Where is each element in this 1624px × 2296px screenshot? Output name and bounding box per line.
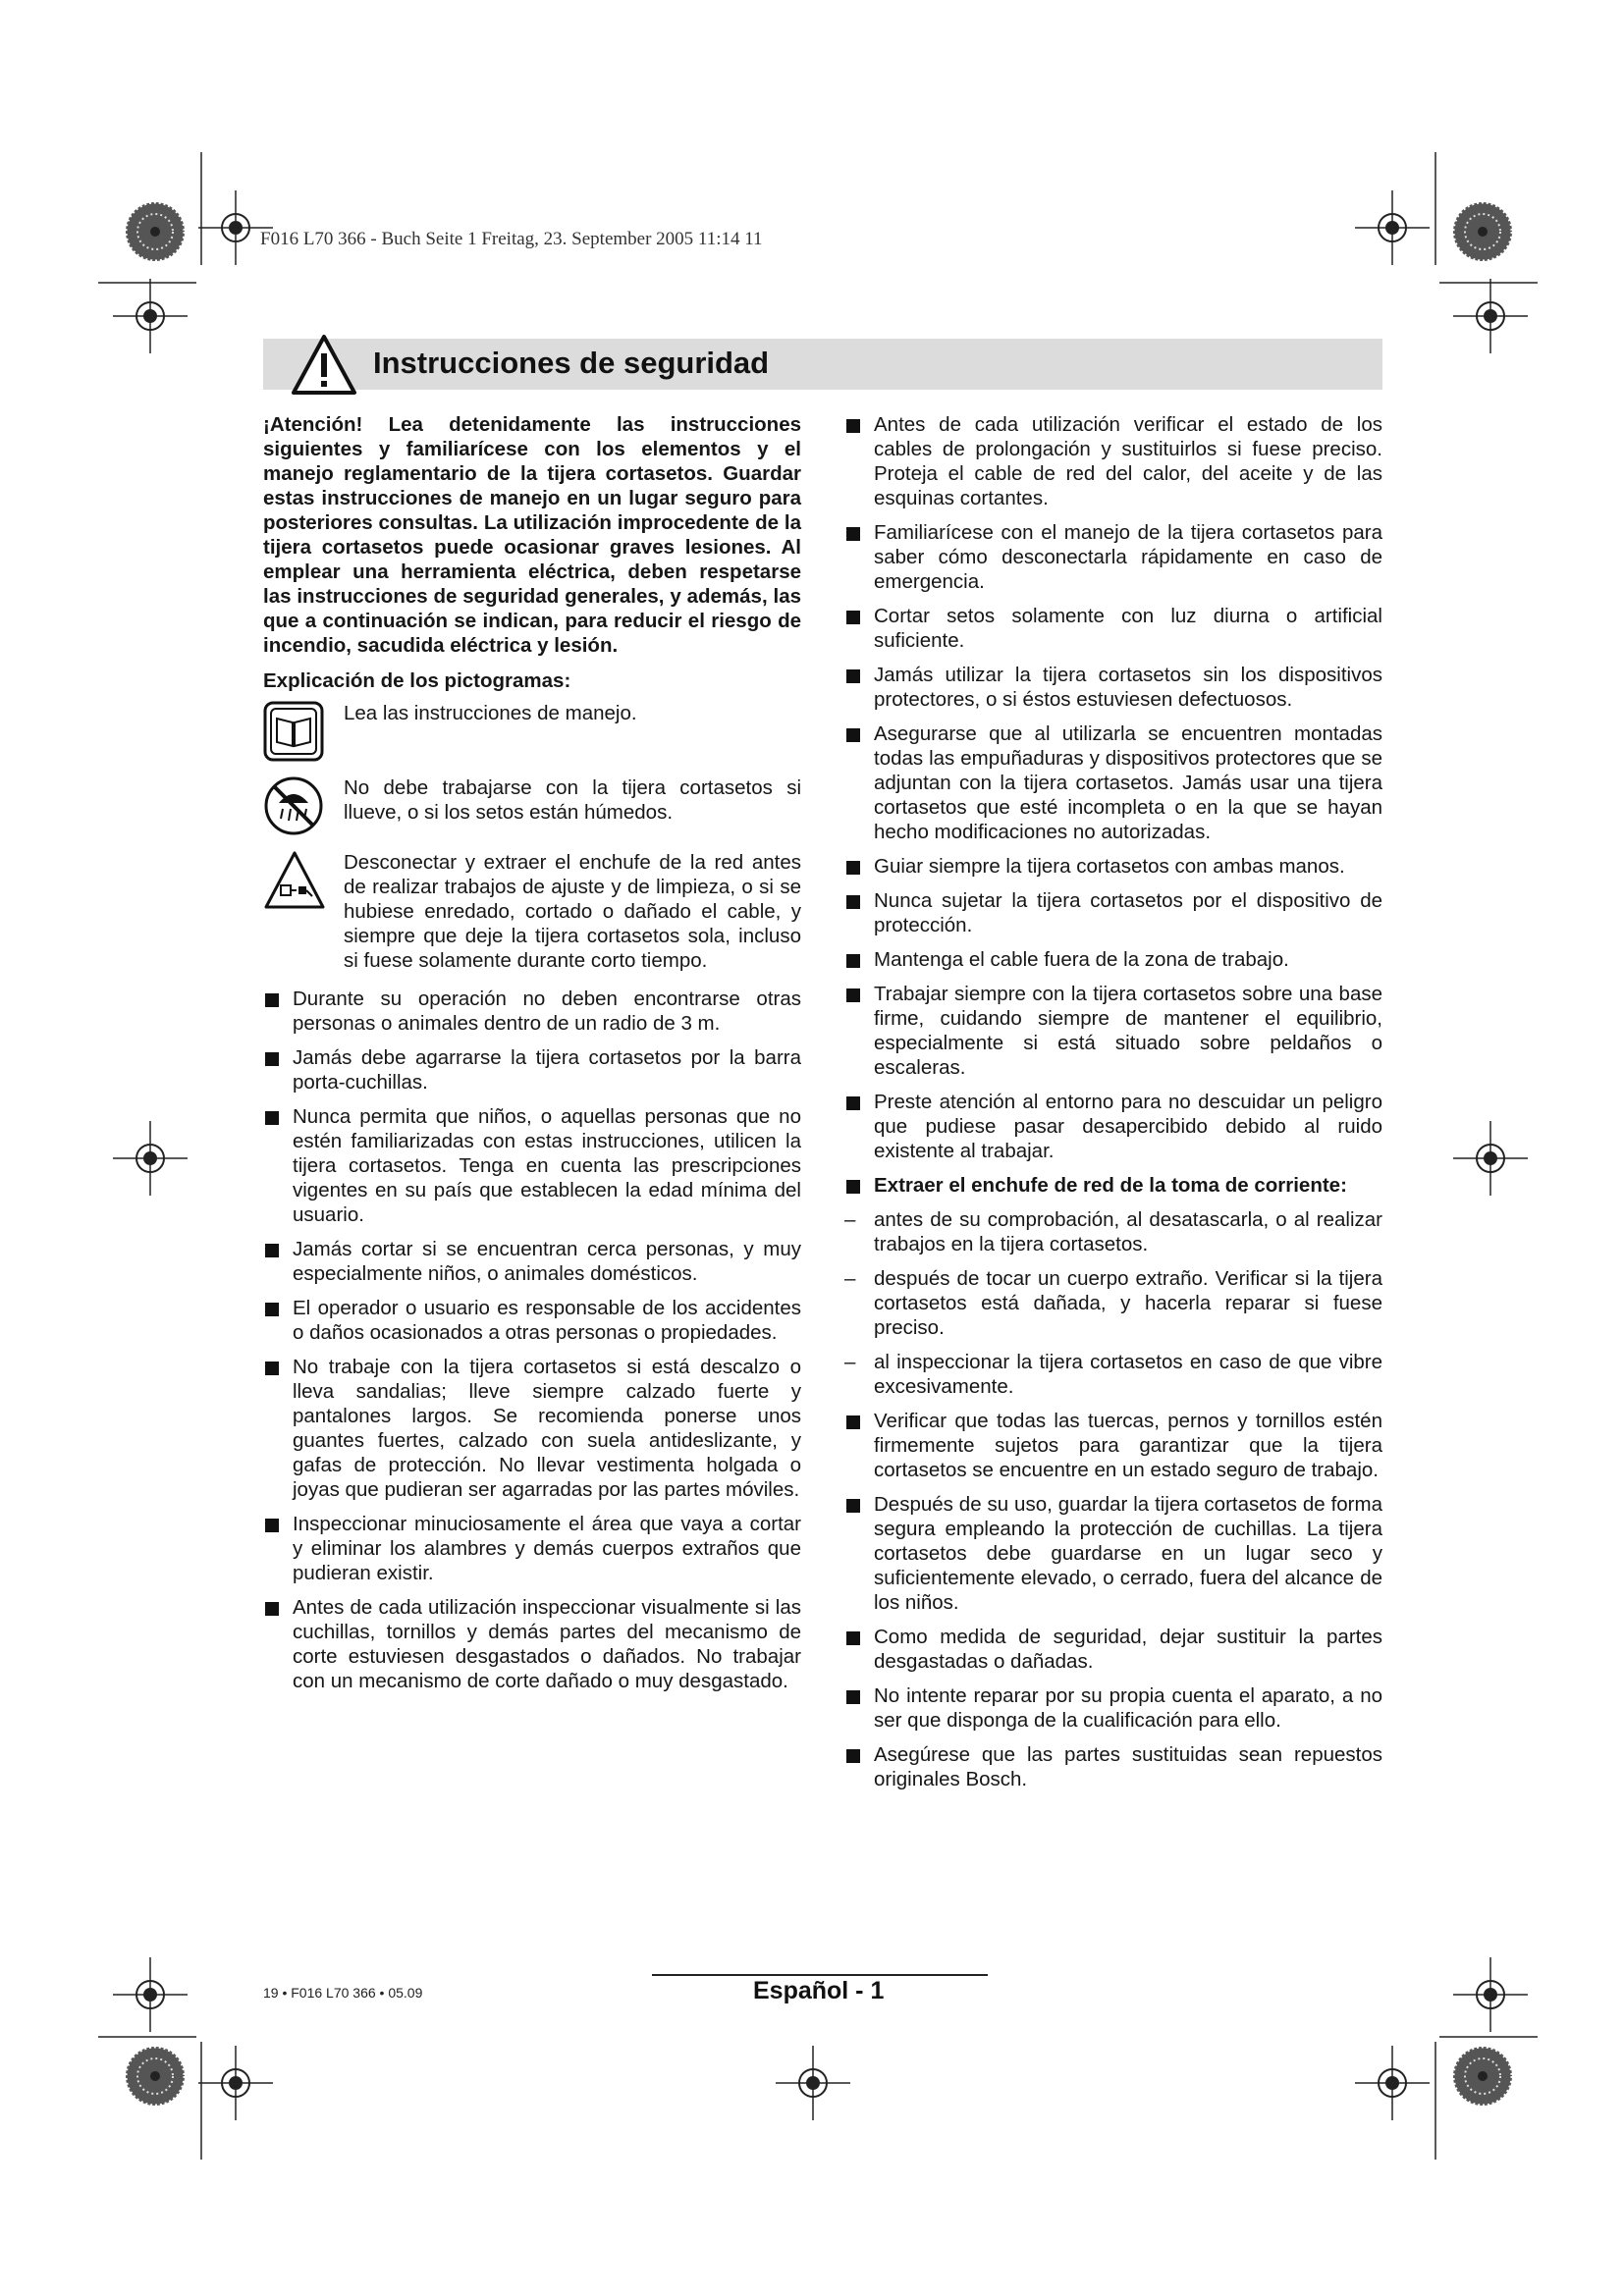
unplug-heading: Extraer el enchufe de red de la toma de corriente: bbox=[844, 1173, 1382, 1198]
pictogram-text: No debe trabajarse con la tijera cortasetos si llueve, o si los setos están húmedos. bbox=[344, 776, 801, 824]
starburst-bottom-left bbox=[126, 2047, 185, 2106]
crosshair-left-mid bbox=[113, 1121, 188, 1196]
list-item: Inspeccionar minuciosamente el área que vaya a cortar y eliminar los alambres y demás cuerpos extraños que pudieran existir. bbox=[263, 1512, 801, 1585]
list-item: Jamás utilizar la tijera cortasetos sin los dispositivos protectores, o si éstos estuviesen defectuosos. bbox=[844, 663, 1382, 712]
crosshair-right-bottom bbox=[1453, 1957, 1528, 2032]
list-item: Mantenga el cable fuera de la zona de trabajo. bbox=[844, 947, 1382, 972]
list-item: Verificar que todas las tuercas, pernos y tornillos estén firmemente sujetos para garantizar que la tijera cortasetos se encuentre en un estado seguro de trabajo. bbox=[844, 1409, 1382, 1482]
list-item: Jamás debe agarrarse la tijera cortasetos por la barra porta-cuchillas. bbox=[263, 1045, 801, 1095]
list-item: Jamás cortar si se encuentran cerca personas, y muy especialmente niños, o animales domésticos. bbox=[263, 1237, 801, 1286]
dash-item: – al inspeccionar la tijera cortasetos en caso de que vibre excesivamente. bbox=[844, 1351, 1382, 1398]
pictogram-text: Desconectar y extraer el enchufe de la red antes de realizar trabajos de ajuste y de limpieza, o si se hubiese enredado, cortado o dañado el cable, y siempre que deje la tijera cortasetos sola, incluso si fuese solamente durante corto tiempo. bbox=[344, 851, 801, 972]
warning-triangle-icon bbox=[291, 334, 357, 397]
list-item: Asegurarse que al utilizarla se encuentren montadas todas las empuñaduras y dispositivos protectores que se adjuntan con la tijera cortasetos. Jamás usar una tijera cortasetos que esté incompleta o en la que se hayan hecho modificaciones no autorizadas. bbox=[844, 721, 1382, 844]
right-column bbox=[844, 412, 1382, 1801]
intro-warning: ¡Atención! Lea detenidamente las instrucciones siguientes y familiarícese con los elementos y el manejo reglamentario de la tijera cortasetos. Guardar estas instrucciones de manejo en un lugar seguro para posteriores consultas. La utilización improcedente de la tijera cortasetos puede ocasionar graves lesiones. Al emplear una herramienta eléctrica, deben respetarse las instrucciones de seguridad generales, y además, las que a continuación se indican, para reducir el riesgo de incendio, sacudida eléctrica y lesión. bbox=[263, 413, 801, 657]
print-info-line: F016 L70 366 - Buch Seite 1 Freitag, 23. September 2005 11:14 11 bbox=[260, 229, 763, 249]
page-label: Español - 1 bbox=[753, 1977, 885, 2004]
pictogram-no-rain bbox=[263, 775, 801, 836]
crosshair-bottom-2 bbox=[776, 2046, 850, 2120]
list-item: No intente reparar por su propia cuenta el aparato, a no ser que disponga de la cualificación para ello. bbox=[844, 1683, 1382, 1733]
crosshair-left-bottom bbox=[113, 1957, 188, 2032]
list-item: Trabajar siempre con la tijera cortasetos sobre una base firme, cuidando siempre de mantener el equilibrio, especialmente si está situado sobre peldaños o escaleras. bbox=[844, 982, 1382, 1080]
list-item: Preste atención al entorno para no descuidar un peligro que pudiese pasar desapercibido debido al ruido existente al trabajar. bbox=[844, 1090, 1382, 1163]
starburst-bottom-right bbox=[1453, 2047, 1512, 2106]
starburst-top-left bbox=[126, 202, 185, 261]
list-item: Nunca permita que niños, o aquellas personas que no estén familiarizadas con estas instrucciones, utilicen la tijera cortasetos. Tenga en cuenta las prescripciones vigentes en su país que establecen la edad mínima del usuario. bbox=[263, 1104, 801, 1227]
crosshair-bottom-3 bbox=[1355, 2046, 1430, 2120]
pictogram-unplug bbox=[263, 850, 801, 973]
book-icon bbox=[263, 701, 324, 762]
crosshair-top-1 bbox=[198, 190, 273, 265]
crosshair-right-top bbox=[1453, 279, 1528, 353]
footer-divider bbox=[652, 1974, 988, 1976]
crosshair-left-top bbox=[113, 279, 188, 353]
list-item: Durante su operación no deben encontrarse otras personas o animales dentro de un radio de 3 m. bbox=[263, 987, 801, 1036]
list-item: El operador o usuario es responsable de los accidentes o daños ocasionados a otras personas o propiedades. bbox=[263, 1296, 801, 1345]
list-item: Como medida de seguridad, dejar sustituir la partes desgastadas o dañadas. bbox=[844, 1625, 1382, 1674]
list-item: Cortar setos solamente con luz diurna o artificial suficiente. bbox=[844, 604, 1382, 653]
list-item: Familiarícese con el manejo de la tijera cortasetos para saber cómo desconectarla rápidamente en caso de emergencia. bbox=[844, 520, 1382, 594]
unplug-warning-icon bbox=[263, 850, 326, 911]
starburst-top-right bbox=[1453, 202, 1512, 261]
pictogram-read-manual bbox=[263, 701, 801, 762]
dash-item: – después de tocar un cuerpo extraño. Verificar si la tijera cortasetos está dañada, y hacerla reparar si fuese preciso. bbox=[844, 1267, 1382, 1339]
list-item: Antes de cada utilización verificar el estado de los cables de prolongación y sustituirlos si fuese preciso. Proteja el cable de red del calor, del aceite y de las esquinas cortantes. bbox=[844, 412, 1382, 510]
pictograms-heading: Explicación de los pictogramas: bbox=[263, 669, 571, 692]
list-item: Antes de cada utilización inspeccionar visualmente si las cuchillas, tornillos y demás partes del mecanismo de corte estuviesen desgastados o dañados. No trabajar con un mecanismo de corte dañado o muy desgastado. bbox=[263, 1595, 801, 1693]
list-item: Nunca sujetar la tijera cortasetos por el dispositivo de protección. bbox=[844, 888, 1382, 937]
list-item: Guiar siempre la tijera cortasetos con ambas manos. bbox=[844, 854, 1382, 879]
crosshair-bottom-1 bbox=[198, 2046, 273, 2120]
left-column bbox=[263, 412, 801, 1703]
pictogram-text: Lea las instrucciones de manejo. bbox=[344, 702, 637, 724]
list-item: Asegúrese que las partes sustituidas sean repuestos originales Bosch. bbox=[844, 1742, 1382, 1791]
list-item: Después de su uso, guardar la tijera cortasetos de forma segura empleando la protección de cuchillas. La tijera cortasetos debe guardarse en un lugar seco y suficientemente elevado, o cerrado, fuera del alcance de los niños. bbox=[844, 1492, 1382, 1615]
section-title: Instrucciones de seguridad bbox=[373, 346, 770, 380]
footer-code: 19 • F016 L70 366 • 05.09 bbox=[263, 1985, 423, 2001]
crosshair-right-mid bbox=[1453, 1121, 1528, 1196]
list-item: No trabaje con la tijera cortasetos si está descalzo o lleva sandalias; lleve siempre calzado fuerte y pantalones largos. Se recomienda ponerse unos guantes fuertes, calzado con suela antideslizante, y gafas de protección. No llevar vestimenta holgada o joyas que pudieran ser agarradas por las partes móviles. bbox=[263, 1355, 801, 1502]
no-rain-icon bbox=[263, 775, 324, 836]
dash-item: – antes de su comprobación, al desatascarla, o al realizar trabajos en la tijera cortasetos. bbox=[844, 1208, 1382, 1255]
crosshair-top-2 bbox=[1355, 190, 1430, 265]
